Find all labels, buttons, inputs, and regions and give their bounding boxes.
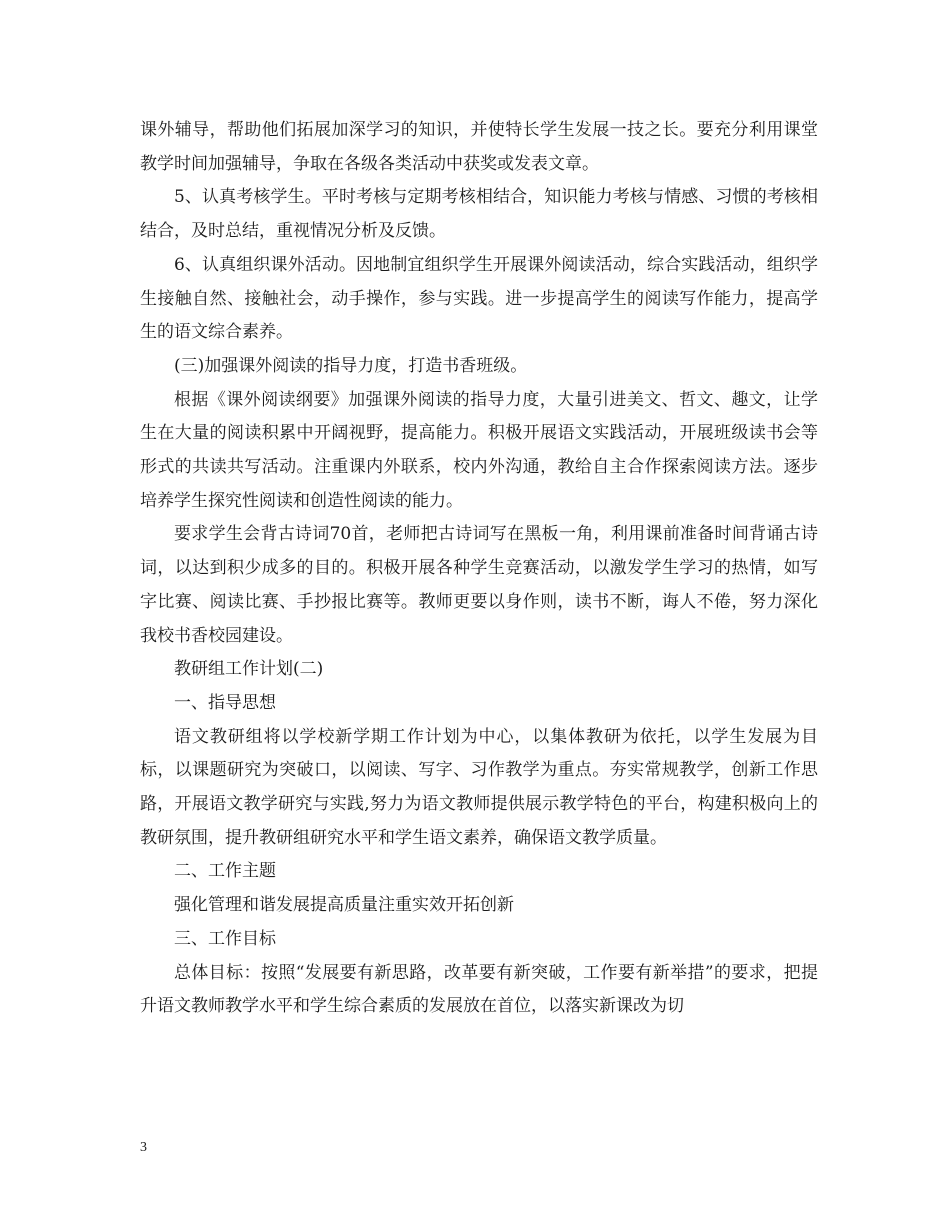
document-subtitle: 教研组工作计划(二) [174, 659, 324, 680]
document-body [140, 114, 818, 1024]
paragraph-9: 语文教研组将以学校新学期工作计划为中心，以集体教研为依托，以学生发展为目标，以课题研究为突破口，以阅读、写字、习作教学为重点。夯实常规教学，创新工作思路，开展语文教学研究与实践,努力为语文教师提供展示教学特色的平台，构建积极向上的教研氛围，提升教研组研究水平和学生语文素养，确保语文教学质量。 [140, 726, 818, 848]
section-heading-3: (三)加强课外阅读的指导力度，打造书香班级。 [174, 355, 528, 376]
section-heading-guiding-ideology: 一、指导思想 [174, 692, 276, 713]
paragraph-2: 5、认真考核学生。平时考核与定期考核相结合，知识能力考核与情感、习惯的考核相结合，及时总结，重视情况分析及反馈。 [140, 187, 818, 242]
paragraph-1: 课外辅导，帮助他们拓展加深学习的知识，并使特长学生发展一技之长。要充分利用课堂教学时间加强辅导，争取在各级各类活动中获奖或发表文章。 [140, 120, 818, 174]
section-heading-work-theme: 二、工作主题 [174, 861, 276, 882]
paragraph-3: 6、认真组织课外活动。因地制宜组织学生开展课外阅读活动，综合实践活动，组织学生接触自然、接触社会，动手操作，参与实践。进一步提高学生的阅读写作能力，提高学生的语文综合素养。 [140, 254, 818, 343]
paragraph-6: 要求学生会背古诗词70首，老师把古诗词写在黑板一角，利用课前准备时间背诵古诗词，以达到积少成多的目的。积极开展各种学生竞赛活动，以激发学生学习的热情，如写字比赛、阅读比赛、手抄报比赛等。教师更要以身作则，读书不断，诲人不倦，努力深化我校书香校园建设。 [140, 524, 818, 646]
section-heading-work-goals: 三、工作目标 [174, 928, 276, 949]
paragraph-11: 强化管理和谐发展提高质量注重实效开拓创新 [174, 895, 514, 916]
page-number: 3 [140, 1140, 147, 1155]
paragraph-13: 总体目标：按照“发展要有新思路，改革要有新突破，工作要有新举措”的要求，把提升语文教师教学水平和学生综合素质的发展放在首位，以落实新课改为切 [140, 962, 818, 1017]
paragraph-5: 根据《课外阅读纲要》加强课外阅读的指导力度，大量引进美文、哲文、趣文，让学生在大量的阅读积累中开阔视野，提高能力。积极开展语文实践活动，开展班级读书会等形式的共读共写活动。注重课内外联系，校内外沟通，教给自主合作探索阅读方法。逐步培养学生探究性阅读和创造性阅读的能力。 [140, 389, 818, 511]
